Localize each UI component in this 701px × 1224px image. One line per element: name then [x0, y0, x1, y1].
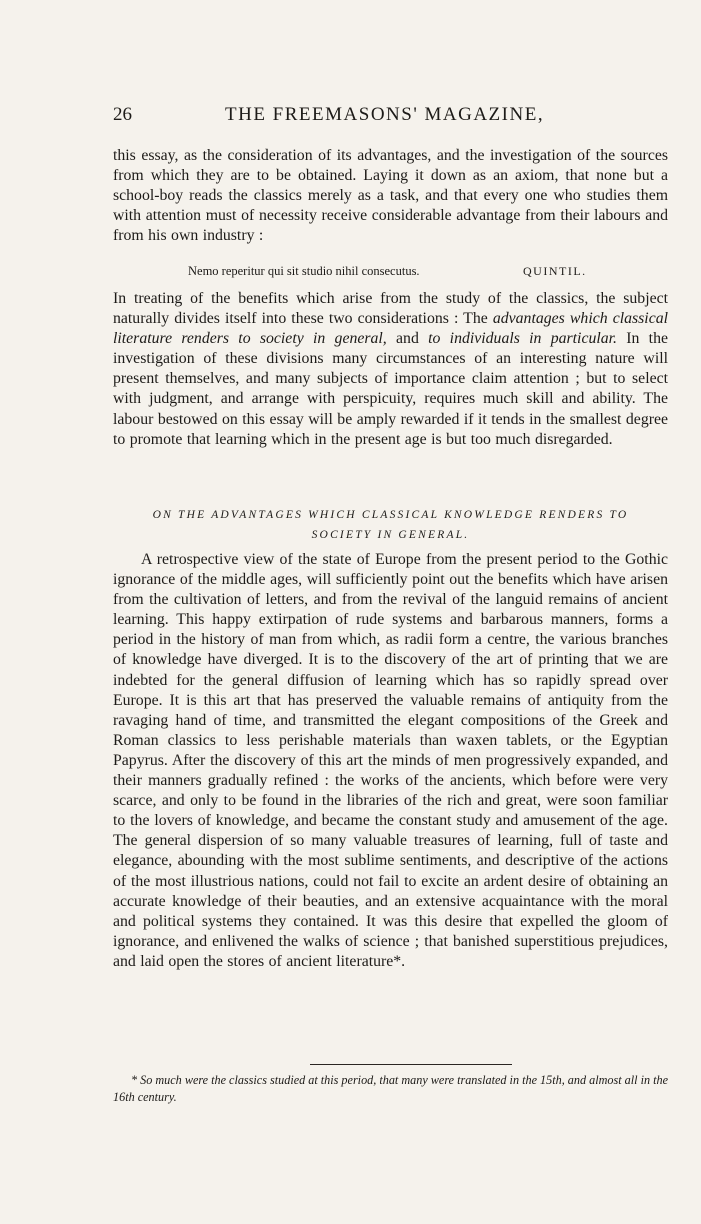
latin-quote: Nemo reperitur qui sit studio nihil consecutus. [188, 264, 420, 278]
footnote-rule [310, 1064, 512, 1065]
section-heading-line: SOCIETY IN GENERAL. [311, 529, 470, 541]
section-heading-line: ON THE ADVANTAGES WHICH CLASSICAL KNOWLEDGE RENDERS TO [152, 509, 629, 521]
paragraph-text: In the investigation of these divisions many circumstances of an interesting nature will present themselves, and many subjects of importance claim attention ; but to select with judgment, and arrange with perspicuity, requires much skill and ability. The labour bestowed on this essay will be amply rewarded if it tends in the smallest degree to promote that learning which in the present age is but too much disregarded. [113, 330, 668, 448]
paragraph-divisions [113, 289, 668, 450]
italic-phrase: advantages which classical literature renders to society in general, [113, 310, 668, 348]
paragraph-retrospective: A retrospective view of the state of Europe from the present period to the Gothic ignorance of the middle ages, will sufficiently point out the benefits which have arisen from the cultivation of letters, and from the revival of the languid remains of ancient learning. This happy extirpation of rude systems and barbarous manners, forms a period in the history of man from which, as radii form a centre, the various branches of knowledge have diverged. It is to the discovery of the art of printing that we are indebted for the general diffusion of learning which has so rapidly spread over Europe. It is this art that has preserved the valuable remains of antiquity from the ravaging hand of time, and transmitted the elegant compositions of the Greek and Roman classics to less perishable materials than waxen tablets, or the Egyptian Papyrus. After the discovery of this art the minds of men progressively expanded, and their manners gradually refined : the works of the ancients, which before were very scarce, and only to be found in the libraries of the rich and great, were soon familiar to the lovers of knowledge, and became the constant study and amusement of the age. The general dispersion of so many valuable treasures of learning, full of taste and elegance, abounding with the most sublime sentiments, and descriptive of the actions of the most illustrious nations, could not fail to excite an ardent desire of obtaining an accurate knowledge of their beauties, and an extensive acquaintance with the moral and political systems they contained. It was this desire that expelled the gloom of ignorance, and enlivened the walks of science ; that banished superstitious prejudices, and laid open the stores of ancient literature*. [113, 551, 668, 970]
italic-phrase: to individuals in particular. [428, 330, 617, 348]
footnote: * So much were the classics studied at this period, that many were translated in the 15th, and almost all in the 16th century. [113, 1073, 668, 1104]
paragraph-intro: this essay, as the consideration of its advantages, and the investigation of the sources from which they are to be obtained. Laying it down as an axiom, that none but a school-boy reads the classics merely as a task, and that every one who studies them with attention must of necessity receive considerable advantage from their labours and from his own industry : [113, 147, 668, 245]
running-title: THE FREEMASONS' MAGAZINE, [225, 104, 545, 125]
paragraph-text: In treating of the benefits which arise from the study of the classics, the subject naturally divides itself into these two considerations : The [113, 290, 668, 328]
quote-source: QUINTIL. [523, 264, 587, 278]
page-number: 26 [113, 104, 132, 125]
page-header [113, 102, 668, 132]
section-heading [113, 505, 668, 545]
paragraph-text: and [386, 330, 429, 348]
